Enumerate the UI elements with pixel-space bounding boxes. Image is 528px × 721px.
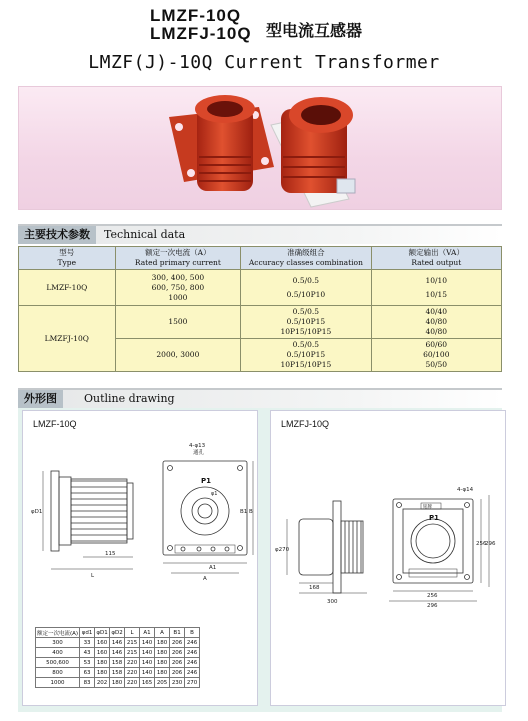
col-output-cn: 额定输出（VA） xyxy=(408,248,464,257)
col-type-en: Type xyxy=(57,258,77,267)
outline-section-label: 外形图 xyxy=(18,390,63,408)
dim-hole: 4-φ14 xyxy=(457,487,474,493)
dim-header: B xyxy=(185,628,200,638)
dimension-cell: 500,600 xyxy=(36,658,80,668)
cell-accuracy: 0.5/10P10 xyxy=(286,289,326,299)
left-drawing-label: LMZF-10Q xyxy=(33,419,77,429)
dimension-cell: 160 xyxy=(95,648,110,658)
dimension-header-row xyxy=(36,628,200,638)
dimension-row xyxy=(36,678,200,688)
dimension-cell: 180 xyxy=(95,658,110,668)
outline-drawing-area xyxy=(18,408,502,712)
model-title-2: LMZFJ-10Q xyxy=(150,24,252,43)
dimension-cell: 270 xyxy=(185,678,200,688)
dimension-cell: 165 xyxy=(140,678,155,688)
col-accuracy-en: Accuracy classes combination xyxy=(248,258,363,267)
dimension-cell: 206 xyxy=(170,638,185,648)
dimension-cell: 53 xyxy=(80,658,95,668)
dim-d1: φD1 xyxy=(31,509,43,515)
p1-marker: P1 xyxy=(429,514,440,522)
cell-output: 10/15 xyxy=(425,289,448,299)
dim-168: 168 xyxy=(309,585,320,591)
right-drawing-panel xyxy=(270,410,506,706)
dimension-cell: 146 xyxy=(110,638,125,648)
dimension-cell: 158 xyxy=(110,658,125,668)
dimension-cell: 230 xyxy=(170,678,185,688)
tech-section-english: Technical data xyxy=(104,228,186,241)
cell-accuracy: 10P15/10P15 xyxy=(280,360,332,369)
tech-section-label: 主要技术参数 xyxy=(18,226,96,244)
dimension-row xyxy=(36,668,200,678)
dimension-cell: 400 xyxy=(36,648,80,658)
cell-type: LMZF-10Q xyxy=(19,270,116,306)
cell-current: 300, 400, 500 xyxy=(151,272,205,282)
col-current-en: Rated primary current xyxy=(134,258,221,267)
cell-accuracy: 0.5/10P15 xyxy=(286,350,326,359)
chinese-title: 型电流互感器 xyxy=(266,21,363,40)
tech-section-bar xyxy=(18,224,502,244)
dimension-cell: 215 xyxy=(125,648,140,658)
cell-output: 10/10 xyxy=(425,275,448,285)
dim-b1: B1 xyxy=(240,509,248,515)
cell-accuracy: 0.5/10P15 xyxy=(286,317,326,326)
dim-h1: φ270 xyxy=(275,547,290,553)
model-title-1: LMZF-10Q xyxy=(150,6,242,25)
dimension-cell: 800 xyxy=(36,668,80,678)
dimension-cell: 246 xyxy=(185,638,200,648)
dim-v296: 296 xyxy=(485,541,496,547)
dim-header: A1 xyxy=(140,628,155,638)
dimension-cell: 180 xyxy=(110,678,125,688)
dimension-cell: 180 xyxy=(155,658,170,668)
cell-output: 40/80 xyxy=(425,327,448,336)
dimension-cell: 180 xyxy=(95,668,110,678)
dim-w256: 256 xyxy=(427,593,438,599)
dim-header: φD2 xyxy=(111,629,123,636)
dimension-table xyxy=(35,627,200,688)
col-accuracy-cn: 准确级组合 xyxy=(287,248,325,257)
dim-115: 115 xyxy=(105,551,116,557)
cell-output: 60/60 xyxy=(425,340,448,349)
table-header-row xyxy=(19,247,502,270)
dimension-row xyxy=(36,648,200,658)
cell-accuracy: 0.5/0.5 xyxy=(292,307,320,316)
cell-current: 600, 750, 800 xyxy=(151,282,205,292)
table-row xyxy=(19,270,502,306)
dimension-cell: 220 xyxy=(125,678,140,688)
dimension-cell: 83 xyxy=(80,678,95,688)
dimension-cell: 1000 xyxy=(36,678,80,688)
cell-accuracy: 0.5/0.5 xyxy=(292,275,320,285)
dimension-cell: 33 xyxy=(80,638,95,648)
cell-accuracy: 0.5/0.5 xyxy=(292,340,320,349)
table-row xyxy=(19,306,502,339)
dim-phi1: φ1 xyxy=(211,491,218,497)
outline-section-bar xyxy=(18,388,502,408)
dimension-cell: 220 xyxy=(125,668,140,678)
dimension-cell: 180 xyxy=(155,668,170,678)
p1-marker: P1 xyxy=(201,477,212,485)
cell-output: 60/100 xyxy=(423,350,450,359)
dim-a: A xyxy=(203,576,207,582)
dimension-cell: 180 xyxy=(155,648,170,658)
right-drawing-label: LMZFJ-10Q xyxy=(281,419,330,429)
lmzf-outline-svg xyxy=(23,411,259,621)
nameplate-label: 铭牌 xyxy=(423,505,432,510)
dimension-cell: 300 xyxy=(36,638,80,648)
col-current-cn: 额定一次电流（A） xyxy=(145,248,211,257)
dimension-cell: 140 xyxy=(140,638,155,648)
col-type-cn: 型号 xyxy=(59,248,75,257)
dimension-cell: 206 xyxy=(170,658,185,668)
dim-header: B1 xyxy=(170,628,185,638)
dimension-cell: 140 xyxy=(140,668,155,678)
dimension-row xyxy=(36,638,200,648)
dimension-cell: 140 xyxy=(140,658,155,668)
dimension-cell: 43 xyxy=(80,648,95,658)
dimension-cell: 180 xyxy=(155,638,170,648)
dimension-cell: 246 xyxy=(185,648,200,658)
cell-output: 40/40 xyxy=(425,307,448,316)
dim-a1: A1 xyxy=(209,565,217,571)
dimension-cell: 220 xyxy=(125,658,140,668)
cell-output: 50/50 xyxy=(425,360,448,369)
dimension-cell: 246 xyxy=(185,668,200,678)
cell-current: 1500 xyxy=(115,306,241,339)
dim-header: 额定一次电流(A) xyxy=(36,628,80,638)
dimension-cell: 206 xyxy=(170,648,185,658)
dimension-cell: 205 xyxy=(155,678,170,688)
dimension-cell: 215 xyxy=(125,638,140,648)
dimension-cell: 206 xyxy=(170,668,185,678)
dim-header: φd1 xyxy=(80,628,95,638)
dim-header: φD1 xyxy=(96,629,108,636)
left-drawing-panel xyxy=(22,410,258,706)
dim-hole: 4-φ13 xyxy=(189,443,206,449)
cell-current: 1000 xyxy=(168,292,188,302)
dim-b: B xyxy=(249,509,253,515)
lmzfj-outline-svg xyxy=(271,411,507,707)
product-photo xyxy=(18,86,502,210)
dimension-cell: 202 xyxy=(95,678,110,688)
cell-output: 40/80 xyxy=(425,317,448,326)
col-output-en: Rated output xyxy=(411,258,462,267)
transformer-illustration xyxy=(19,87,503,211)
cell-type: LMZFJ-10Q xyxy=(19,306,116,372)
dim-v256: 256 xyxy=(476,541,487,547)
outline-section-english: Outline drawing xyxy=(84,392,175,405)
cell-current: 2000, 3000 xyxy=(115,339,241,372)
dimension-cell: 158 xyxy=(110,668,125,678)
dim-l: L xyxy=(91,573,95,579)
dim-header: A xyxy=(155,628,170,638)
dimension-cell: 140 xyxy=(140,648,155,658)
cell-accuracy: 10P15/10P15 xyxy=(280,327,332,336)
dimension-row xyxy=(36,658,200,668)
english-title: LMZF(J)-10Q Current Transformer xyxy=(88,52,440,73)
dimension-cell: 63 xyxy=(80,668,95,678)
dim-300: 300 xyxy=(327,599,338,605)
dim-header: L xyxy=(125,628,140,638)
dim-hole-note: 通孔 xyxy=(193,450,205,456)
dimension-cell: 160 xyxy=(95,638,110,648)
dimension-cell: 146 xyxy=(110,648,125,658)
dimension-cell: 246 xyxy=(185,658,200,668)
dim-w296: 296 xyxy=(427,603,438,609)
technical-data-table xyxy=(18,246,502,372)
